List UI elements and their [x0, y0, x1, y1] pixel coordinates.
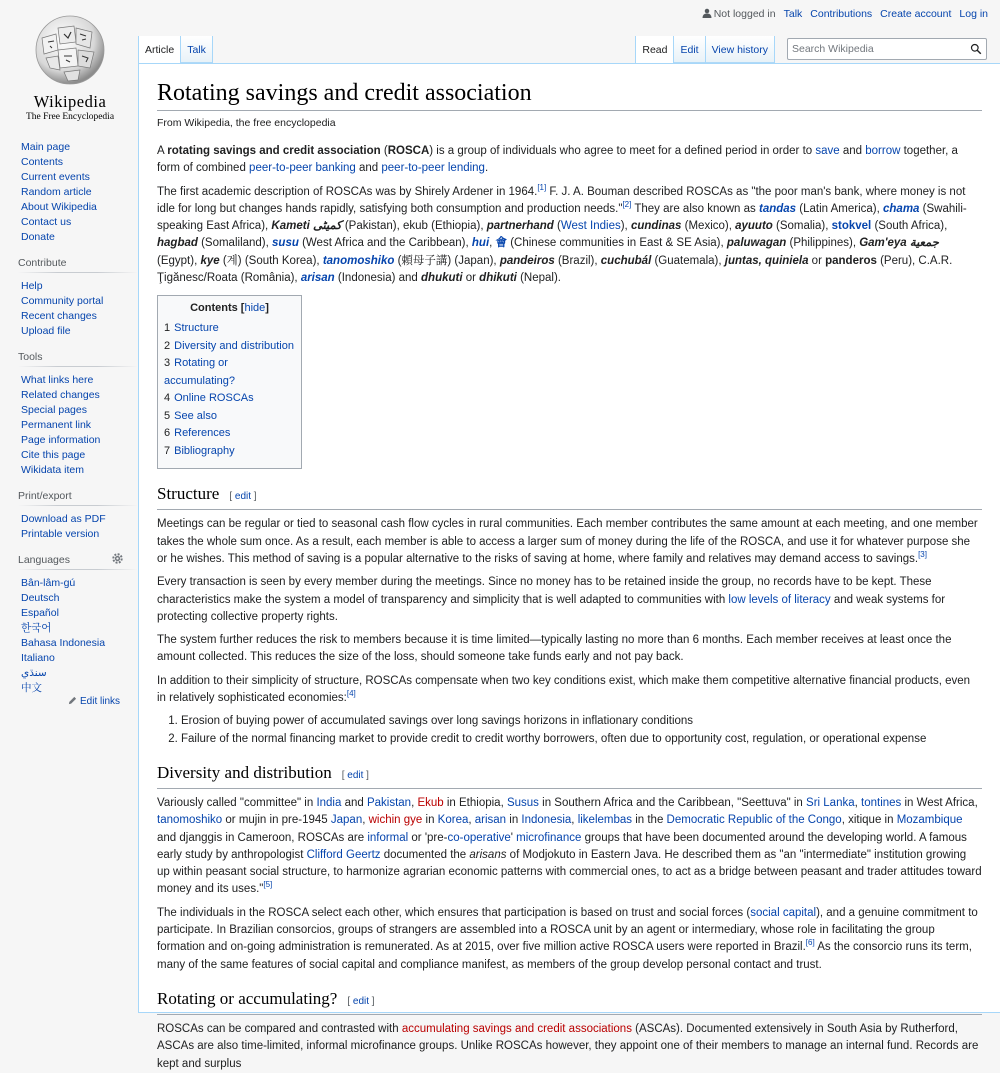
link-save[interactable]: save — [815, 145, 840, 157]
sidebar — [0, 140, 138, 719]
sidebar-item-download-pdf[interactable]: Download as PDF — [21, 513, 106, 525]
sidebar-item-contents[interactable]: Contents — [21, 156, 64, 168]
sidebar-item-random-article[interactable]: Random article — [21, 186, 92, 198]
sidebar-item-lang-es[interactable]: Español — [21, 607, 59, 619]
diversity-paragraph-2: The individuals in the ROSCA select each other, which ensures that participation is based on trust and social forces (social capital), and a genuine commitment to participate. In Brazilian consorcios, groups of strangers are assembled into a ROSCA unit by an agent or intermediary, whose role in facilitating the group formation and on-going administration is remunerated. As at 2015, over five million active ROSCA users were reported in Brazil.[6] As the consorcio runs its term, many of the same features of social capital and compliance manifest, as members of the group develop personal contact and trust. — [157, 906, 978, 971]
search-icon[interactable] — [970, 43, 982, 55]
diversity-paragraph-1: Variously called "committee" in India and Pakistan, Ekub in Ethiopia, Susus in Southern Africa and the Caribbean, "Seettuva" in Sri Lanka, tontines in West Africa, tanomoshiko or mujin in pre-1945 Japan, wichin gye in Korea, arisan in Indonesia, likelembas in the Democratic Republic of the Congo, xitique in Mozambique and djanggis in Cameroon, ROSCAs are informal or 'pre-co-operative' microfinance groups that have been documented around the developing world. A famous early study by anthropologist Clifford Geertz documented the arisans of Modjokuto in Eastern Java. He described them as "an "intermediate" institution growing up within peasant social structure, to harmonize agrarian economic patterns with commercial ones, to act as a bridge between peasant and trader attitudes toward money and its uses."[5] — [157, 796, 982, 896]
link-peer-to-peer-banking[interactable]: peer-to-peer banking — [249, 162, 356, 175]
pencil-icon — [68, 696, 77, 705]
search-placeholder: Search Wikipedia — [792, 43, 874, 55]
toc-item[interactable]: 3 Rotating or accumulating? — [164, 357, 235, 387]
sidebar-item-page-information[interactable]: Page information — [21, 434, 101, 446]
toc-item[interactable]: 7 Bibliography — [164, 444, 235, 457]
heading-structure: Structure [ edit ] — [157, 483, 982, 510]
edit-section-link[interactable]: edit — [234, 491, 252, 503]
namespace-tabs — [138, 36, 213, 63]
view-tabs — [635, 36, 987, 63]
user-icon — [702, 8, 712, 18]
print-export-portal — [18, 490, 138, 542]
link-borrow[interactable]: borrow — [865, 145, 901, 157]
tab-read[interactable]: Read — [635, 36, 674, 63]
sidebar-item-lang-ko[interactable]: 한국어 — [21, 622, 52, 634]
toc-item[interactable]: 5 See also — [164, 409, 217, 422]
page-title: Rotating savings and credit association — [157, 78, 982, 111]
sidebar-item-about[interactable]: About Wikipedia — [21, 201, 97, 213]
sidebar-item-related-changes[interactable]: Related changes — [21, 389, 100, 401]
content — [138, 63, 1000, 1070]
tab-edit[interactable]: Edit — [674, 36, 705, 63]
table-of-contents — [157, 295, 302, 469]
toc-item[interactable]: 4 Online ROSCAs — [164, 392, 254, 405]
wikipedia-logo[interactable] — [20, 10, 120, 125]
heading-rotating: Rotating or accumulating? [ edit ] — [157, 988, 982, 1015]
languages-heading: Languages — [18, 554, 138, 570]
sidebar-item-wikidata-item[interactable]: Wikidata item — [21, 464, 85, 476]
sidebar-item-community-portal[interactable]: Community portal — [21, 295, 104, 307]
talk-link[interactable]: Talk — [783, 8, 803, 20]
list-item: 2. Failure of the normal financing market to provide credit to credit worthy borrowers, often due to opportunity cost, regulation, or operational expense — [181, 731, 982, 748]
toc-item[interactable]: 1 Structure — [164, 322, 219, 335]
sidebar-item-printable-version[interactable]: Printable version — [21, 528, 100, 540]
toc-hide-link[interactable]: hide — [244, 302, 266, 315]
tools-portal — [18, 351, 138, 478]
link-peer-to-peer-lending[interactable]: peer-to-peer lending — [381, 162, 485, 175]
structure-paragraph-3: The system further reduces the risk to members because it is time limited—typically lasting no more than 6 months. Each member receives at least once the amount collected. This reduces the size of the loss, should someone take funds early and not pay back. — [157, 634, 952, 664]
toc-title: Contents [hide] — [190, 302, 269, 315]
site-sub: From Wikipedia, the free encyclopedia — [157, 117, 336, 129]
tab-article[interactable]: Article — [138, 36, 181, 63]
sidebar-item-lang-de[interactable]: Deutsch — [21, 592, 60, 604]
structure-paragraph-2: Every transaction is seen by every member during the meetings. Since no money has to be retained inside the group, no records have to be kept. These characteristics make the system a model of transparency and simplicity that is well adapted to communities with low levels of literacy and weak systems for protecting collective property rights. — [157, 576, 946, 623]
languages-portal — [18, 554, 138, 707]
edit-section-link[interactable]: edit — [347, 769, 364, 781]
edit-section-link[interactable]: edit — [352, 995, 370, 1007]
intro-paragraph-2: The first academic description of ROSCAs was by Shirely Ardener in 1964.[1] F. J. A. Bouman described ROSCAs as "the poor man's bank, where money is not idle for long but changes hands rapidly, satisfying both consumption and production needs."[2] They are also known as tandas (Latin America), chama (Swahili-speaking East Africa), Kameti کمیٹی (Pakistan), ekub (Ethiopia), partnerhand (West Indies), cundinas (Mexico), ayuuto (Somalia), stokvel (South Africa), hagbad (Somaliland), susu (West Africa and the Caribbean), hui, 會 (Chinese communities in East & SE Asia), paluwagan (Philippines), Gam'eya جمعية (Egypt), kye (계) (South Korea), tanomoshiko (頼母子講) (Japan), pandeiros (Brazil), cuchubál (Guatemala), juntas, quiniela or panderos (Peru), C.A.R. Ţigănesc/Roata (România), arisan (Indonesia) and dhukuti or dhikuti (Nepal). — [157, 182, 967, 285]
toc-item[interactable]: 6 References — [164, 427, 231, 440]
sidebar-item-lang-nan[interactable]: Bân-lâm-gú — [21, 577, 76, 589]
sidebar-item-upload-file[interactable]: Upload file — [21, 325, 71, 337]
list-item: 1. Erosion of buying power of accumulated savings over long savings horizons in inflationary conditions — [181, 713, 982, 730]
globe-icon — [30, 10, 110, 90]
sidebar-item-current-events[interactable]: Current events — [21, 171, 90, 183]
tab-view-history[interactable]: View history — [706, 36, 775, 63]
sidebar-item-lang-id[interactable]: Bahasa Indonesia — [21, 637, 106, 649]
sidebar-item-lang-zh[interactable]: 中文 — [21, 682, 42, 694]
sidebar-item-contact[interactable]: Contact us — [21, 216, 72, 228]
tab-talk[interactable]: Talk — [181, 36, 213, 63]
gear-icon[interactable] — [111, 552, 124, 565]
structure-paragraph-1: Meetings can be regular or tied to seasonal cash flow cycles in rural communities. Each member contributes the same amount at each meeting, and one member takes the whole sum once. As a result, each member is able to access a larger sum of money during the life of the ROSCA, and use it for whatever purpose she or he wishes. This method of saving is a popular alternative to the risks of saving at home, where family and relatives may demand access to savings.[3] — [157, 518, 978, 565]
personal-tools — [702, 8, 988, 20]
search-input[interactable] — [787, 38, 987, 60]
sidebar-item-what-links-here[interactable]: What links here — [21, 374, 94, 386]
contributions-link[interactable]: Contributions — [810, 8, 873, 20]
structure-paragraph-4: In addition to their simplicity of structure, ROSCAs compensate when two key conditions exist, which make them competitive alternative financial products, even in relatively sophisticated economies:[4] — [157, 674, 971, 705]
sidebar-item-permanent-link[interactable]: Permanent link — [21, 419, 92, 431]
sidebar-item-special-pages[interactable]: Special pages — [21, 404, 87, 416]
edit-links-label[interactable]: Edit links — [79, 696, 120, 707]
sidebar-item-lang-it[interactable]: Italiano — [21, 652, 55, 664]
tagline: The Free Encyclopedia — [25, 112, 115, 122]
sidebar-item-recent-changes[interactable]: Recent changes — [21, 310, 97, 322]
wordmark: Wikipedia — [33, 92, 107, 111]
not-logged-in: Not logged in — [702, 8, 776, 20]
toc-item[interactable]: 2 Diversity and distribution — [164, 339, 294, 352]
sidebar-item-cite-this-page[interactable]: Cite this page — [21, 449, 86, 461]
intro-paragraph-1: A rotating savings and credit association (ROSCA) is a group of individuals who agree to meet for a defined period in order to save and borrow together, a form of combined peer-to-peer banking and peer-to-peer lending. — [157, 145, 958, 175]
edit-links[interactable] — [21, 696, 120, 707]
create-account-link[interactable]: Create account — [880, 8, 952, 20]
navigation-portal — [21, 140, 138, 245]
print-export-heading: Print/export — [18, 490, 138, 506]
heading-diversity: Diversity and distribution [ edit ] — [157, 762, 982, 789]
contribute-heading: Contribute — [18, 257, 138, 273]
sidebar-item-main-page[interactable]: Main page — [21, 141, 71, 153]
log-in-link[interactable]: Log in — [959, 8, 988, 20]
structure-list — [181, 713, 982, 748]
tools-heading: Tools — [18, 351, 138, 367]
rotating-paragraph-1: ROSCAs can be compared and contrasted with accumulating savings and credit associations (ASCAs). Documented extensively in South Asia by Rutherford, ASCAs are also time-limited, informal microfinance groups. Unlike ROSCAs however, they appoint one of their members to manage an internal fund. Records are kept and surplus — [157, 1022, 979, 1070]
contribute-portal — [18, 257, 138, 339]
sidebar-item-lang-sd[interactable]: سنڌي — [21, 667, 47, 679]
sidebar-item-help[interactable]: Help — [21, 280, 43, 292]
sidebar-item-donate[interactable]: Donate — [21, 231, 55, 243]
